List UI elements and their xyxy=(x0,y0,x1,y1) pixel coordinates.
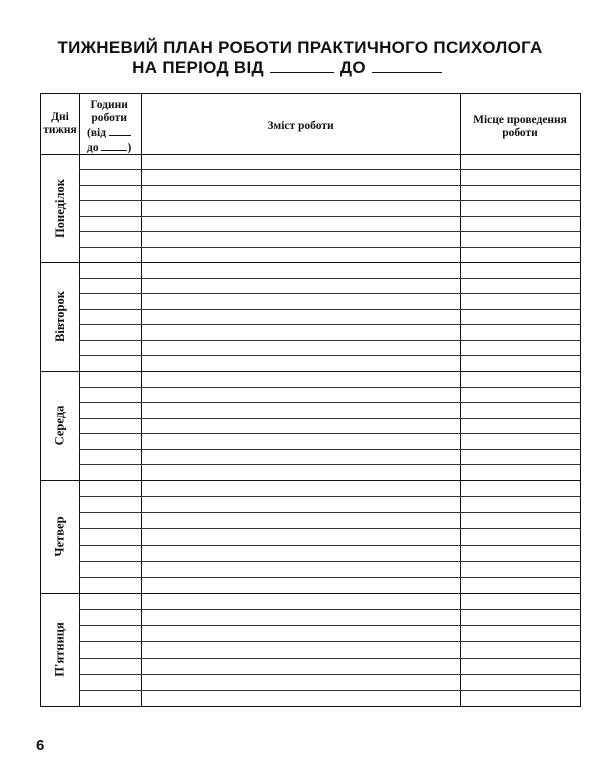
title-line-2 xyxy=(0,58,600,78)
writing-line xyxy=(79,402,580,403)
day-label: Понеділок xyxy=(52,178,67,238)
writing-line xyxy=(79,545,580,546)
day-monday xyxy=(41,154,79,262)
writing-line xyxy=(79,658,580,659)
hours-to-blank xyxy=(101,140,127,151)
writing-line xyxy=(79,561,580,562)
day-divider xyxy=(41,371,580,372)
header-hours-line1: Години xyxy=(90,99,128,111)
writing-line xyxy=(79,185,580,186)
title-line-1: ТИЖНЕВИЙ ПЛАН РОБОТИ ПРАКТИЧНОГО ПСИХОЛОГА xyxy=(57,38,543,57)
header-hours xyxy=(79,94,141,154)
writing-line xyxy=(79,609,580,610)
header-days: Дні тижня xyxy=(43,111,77,136)
writing-line xyxy=(79,169,580,170)
writing-line xyxy=(79,496,580,497)
day-label: Четвер xyxy=(52,516,67,557)
header-hours-from: (від xyxy=(87,127,107,139)
writing-line xyxy=(79,641,580,642)
day-thursday xyxy=(41,480,79,593)
period-to-label: ДО xyxy=(339,58,366,77)
writing-line xyxy=(79,293,580,294)
writing-line xyxy=(79,340,580,341)
weekly-plan-table xyxy=(40,93,581,707)
period-to-blank xyxy=(372,58,442,73)
period-from-blank xyxy=(270,58,334,73)
day-friday xyxy=(41,593,79,706)
writing-line xyxy=(79,387,580,388)
writing-line xyxy=(79,355,580,356)
header-content: Зміст роботи xyxy=(267,120,334,132)
writing-line xyxy=(79,247,580,248)
writing-line xyxy=(79,418,580,419)
writing-line xyxy=(79,528,580,529)
writing-line xyxy=(79,278,580,279)
writing-line xyxy=(79,690,580,691)
period-from-label: НА ПЕРІОД ВІД xyxy=(132,58,264,77)
day-wednesday xyxy=(41,371,79,480)
writing-line xyxy=(79,512,580,513)
day-label: Середа xyxy=(52,405,67,446)
writing-line xyxy=(79,231,580,232)
writing-line xyxy=(79,625,580,626)
writing-line xyxy=(79,216,580,217)
header-place: Місце проведення роботи xyxy=(473,114,567,139)
header-bottom-line xyxy=(41,154,580,155)
page-title xyxy=(0,38,600,78)
header-hours-to: до xyxy=(87,142,99,154)
hours-from-blank xyxy=(109,125,131,136)
header-hours-close: ) xyxy=(127,142,132,154)
writing-line xyxy=(79,324,580,325)
writing-line xyxy=(79,433,580,434)
header-hours-line2: роботи xyxy=(91,112,127,124)
writing-line xyxy=(79,309,580,310)
day-label: П'ятниця xyxy=(52,622,67,677)
writing-line xyxy=(79,577,580,578)
day-divider xyxy=(41,480,580,481)
writing-line xyxy=(79,449,580,450)
day-tuesday xyxy=(41,262,79,371)
writing-line xyxy=(79,674,580,675)
page-number: 6 xyxy=(36,737,45,754)
writing-line xyxy=(79,464,580,465)
writing-line xyxy=(79,200,580,201)
day-divider xyxy=(41,593,580,594)
day-divider xyxy=(41,262,580,263)
day-label: Вівторок xyxy=(52,291,67,342)
